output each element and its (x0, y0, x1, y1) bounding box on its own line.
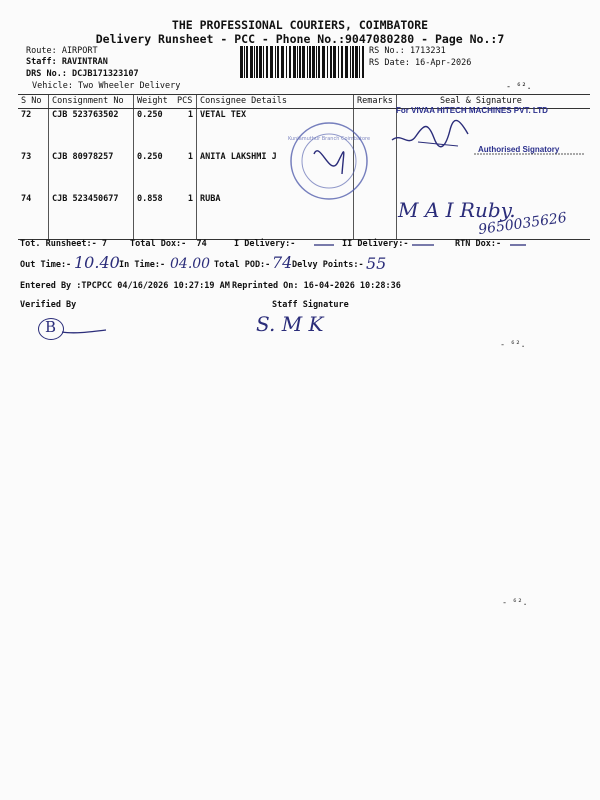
barcode-bar (302, 46, 305, 78)
svg-text:Kuniamuthur Branch Coimbatore: Kuniamuthur Branch Coimbatore (287, 136, 371, 142)
barcode-bar (345, 46, 348, 78)
total-pod-value: 74 (272, 253, 293, 272)
ii-delivery: II Delivery:- (342, 239, 409, 249)
total-pod-label: Total POD:- (214, 260, 271, 270)
row-weight: 0.250 (134, 151, 175, 193)
barcode-bar (316, 46, 317, 78)
col-weight: Weight (134, 95, 175, 109)
barcode-bar (240, 46, 243, 78)
row-consignment-no: CJB 523450677 (49, 193, 134, 240)
i-delivery: I Delivery:- (234, 239, 296, 249)
barcode-bar (359, 46, 360, 78)
total-dox: Total Dox:- 74 (130, 239, 207, 249)
row-pcs: 1 (174, 193, 197, 240)
verified-stroke (62, 326, 108, 336)
authorised-signatory: Authorised Signatory (478, 145, 560, 154)
rs-date: RS Date: 16-Apr-2026 (369, 58, 472, 68)
barcode-bar (266, 46, 268, 78)
in-time-label: In Time:- (119, 260, 166, 270)
row-sno: 73 (21, 152, 32, 162)
barcode-bar (270, 46, 273, 78)
barcode-bar (341, 46, 343, 78)
row-consignee: RUBA (197, 193, 354, 240)
barcode-bar (246, 46, 248, 78)
entered-by: Entered By :TPCPCC 04/16/2026 10:27:19 AM (20, 281, 230, 291)
corner-mark: - ⁶². (506, 82, 532, 92)
row-pcs: 1 (187, 152, 193, 162)
row-weight: 0.858 (134, 193, 175, 240)
barcode-bar (250, 46, 253, 78)
barcode-bar (256, 46, 258, 78)
total-runsheet: Tot. Runsheet:- 7 (20, 239, 107, 249)
out-time-value: 10.40 (74, 253, 120, 272)
vehicle: Vehicle: Two Wheeler Delivery (32, 81, 181, 91)
delivery-points-value: 55 (366, 254, 387, 273)
rtn-dox: RTN Dox:- (455, 239, 502, 249)
barcode-bar (352, 46, 354, 78)
in-time-value: 04.00 (170, 256, 211, 272)
barcode-bar (277, 46, 279, 78)
col-consignment: Consignment No (49, 95, 134, 109)
signatory-line (474, 152, 584, 156)
barcode-bar (289, 46, 291, 78)
col-remarks: Remarks (354, 95, 397, 109)
barcode-bar (254, 46, 255, 78)
row-consignment-no: CJB 80978257 (49, 151, 134, 193)
branch-stamp (286, 118, 372, 204)
barcode-bar (327, 46, 328, 78)
col-sno: S No (18, 95, 49, 109)
out-time-label: Out Time:- (20, 260, 72, 270)
rs-number: RS No.: 1713231 (369, 46, 446, 56)
staff: Staff: RAVINTRAN (26, 57, 108, 67)
receiver-name-hand: M A I Ruby. (398, 198, 516, 222)
verified-by: Verified By (20, 300, 77, 310)
barcode-bar (286, 46, 287, 78)
scan-mark: - ⁶². (502, 598, 528, 608)
barcode-bar (307, 46, 308, 78)
barcode-bar (281, 46, 284, 78)
staff-signature-hand: S. M K (256, 312, 324, 336)
barcode-bar (312, 46, 315, 78)
company-name: THE PROFESSIONAL COURIERS, COIMBATORE (171, 18, 429, 32)
barcode-bar (293, 46, 296, 78)
row-consignment-no: CJB 523763502 (49, 109, 134, 152)
col-consignee: Consignee Details (197, 95, 354, 109)
barcode (240, 46, 366, 78)
row-weight: 0.250 (134, 109, 175, 152)
row-consignee: ANITA LAKSHMI J (197, 151, 354, 193)
runsheet-title: Delivery Runsheet - PCC - Phone No.:9047080280 - Page No.:7 (95, 32, 505, 46)
barcode-bar (309, 46, 311, 78)
scan-mark: - ⁶². (500, 340, 526, 350)
barcode-bar (338, 46, 339, 78)
row-consignee: VETAL TEX (197, 109, 354, 152)
col-pcs: PCS (174, 95, 197, 109)
reprinted-on: Reprinted On: 16-04-2026 10:28:36 (232, 281, 401, 291)
row-pcs: 1 (187, 110, 193, 120)
route: Route: AIRPORT (26, 46, 98, 56)
barcode-bar (259, 46, 262, 78)
barcode-bar (318, 46, 320, 78)
company-stamp: For VIVAA HITECH MACHINES PVT. LTD (396, 106, 548, 115)
row-sno: 74 (18, 193, 49, 240)
barcode-bar (362, 46, 364, 78)
verified-initial: B (45, 318, 57, 336)
barcode-bar (263, 46, 264, 78)
barcode-bar (330, 46, 332, 78)
drs-number: DRS No.: DCJB171323107 (26, 69, 139, 79)
row-sno: 72 (21, 110, 32, 120)
col-seal-signature: Seal & Signature (397, 95, 591, 109)
barcode-bar (299, 46, 301, 78)
barcode-bar (350, 46, 351, 78)
total-dashes (310, 242, 600, 250)
delivery-points-label: Delvy Points:- (292, 260, 364, 270)
barcode-bar (333, 46, 336, 78)
seal-signature-scribble (388, 112, 478, 152)
staff-signature-label: Staff Signature (272, 300, 349, 310)
barcode-bar (244, 46, 245, 78)
barcode-bar (355, 46, 358, 78)
barcode-bar (275, 46, 276, 78)
receiver-phone-hand: 9650035626 (477, 209, 568, 239)
barcode-bar (322, 46, 325, 78)
barcode-bar (297, 46, 298, 78)
row-seal (397, 151, 591, 193)
